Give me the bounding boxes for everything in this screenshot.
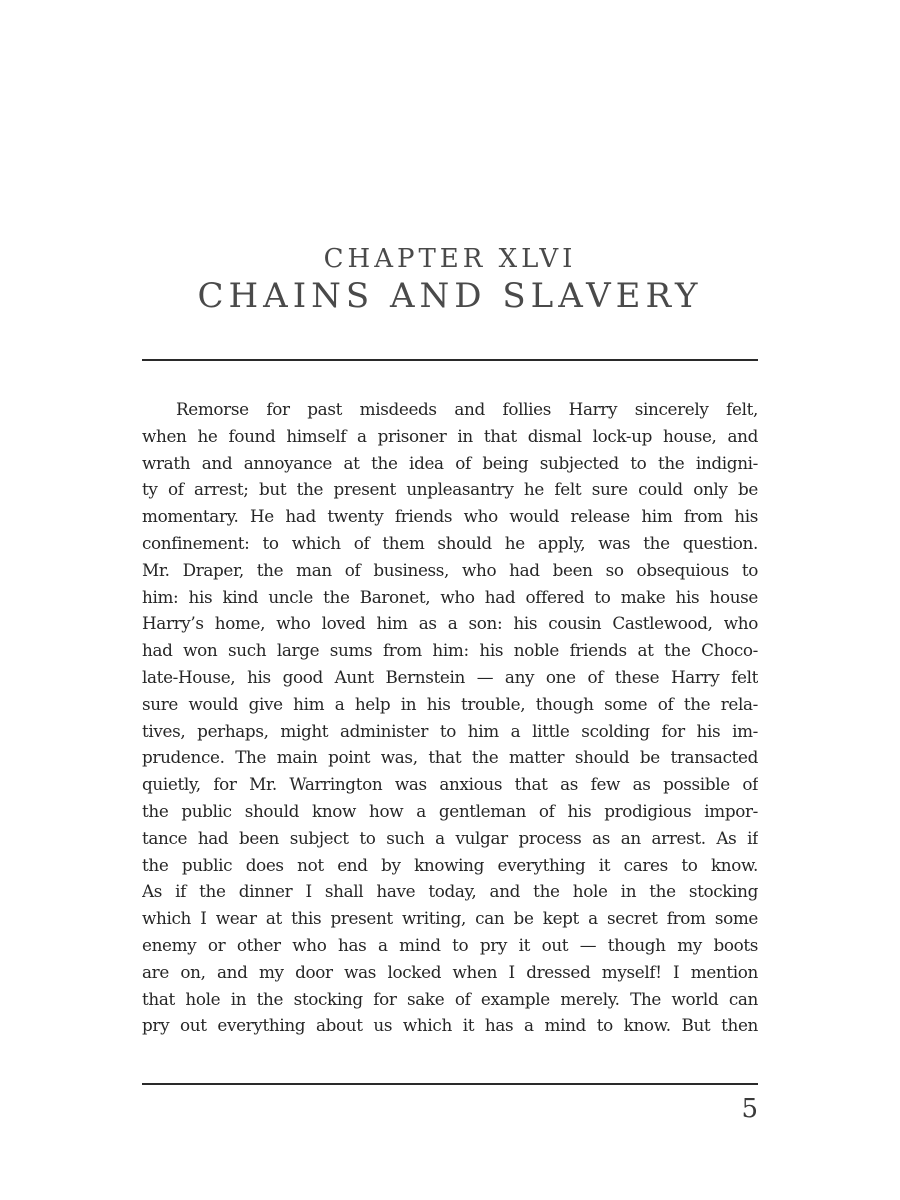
text-line: quietly, for Mr. Warrington was anxious that as few as possible of: [142, 774, 758, 795]
text-line: As if the dinner I shall have today, and the hole in the stocking: [142, 881, 758, 902]
chapter-number: CHAPTER XLVI: [323, 244, 577, 274]
text-line: that hole in the stocking for sake of example merely. The world can: [142, 988, 758, 1009]
text-line: confinement: to which of them should he apply, was the question.: [142, 532, 758, 553]
text-line: prudence. The main point was, that the matter should be transacted: [142, 747, 758, 768]
text-line: tives, perhaps, might administer to him a little scolding for his im-: [142, 720, 758, 741]
text-line: when he found himself a prisoner in that dismal lock-up house, and: [142, 425, 758, 446]
page-number: 5: [741, 1094, 758, 1124]
text-line: Mr. Draper, the man of business, who had been so obsequious to: [142, 559, 758, 580]
text-line: had won such large sums from him: his noble friends at the Choco-: [142, 640, 758, 661]
text-line: wrath and annoyance at the idea of being subjected to the indigni-: [142, 452, 758, 473]
text-line: the public should know how a gentleman of his prodigious impor-: [142, 800, 758, 821]
text-line: him: his kind uncle the Baronet, who had offered to make his house: [142, 586, 758, 607]
text-line: ty of arrest; but the present unpleasantry he felt sure could only be: [142, 479, 758, 500]
text-line: are on, and my door was locked when I dressed myself! I mention: [142, 961, 758, 982]
text-line: which I wear at this present writing, can be kept a secret from some: [142, 908, 758, 929]
text-line: tance had been subject to such a vulgar process as an arrest. As if: [142, 827, 758, 848]
text-line: enemy or other who has a mind to pry it out — though my boots: [142, 934, 758, 955]
text-line: the public does not end by knowing everything it cares to know.: [142, 854, 758, 875]
chapter-title: CHAINS AND SLAVERY: [197, 276, 703, 316]
body-text: [142, 396, 758, 1039]
top-divider: [142, 359, 758, 361]
text-line: Remorse for past misdeeds and follies Harry sincerely felt,: [176, 399, 758, 419]
bottom-divider: [142, 1083, 758, 1085]
text-line: pry out everything about us which it has a mind to know. But then: [142, 1015, 758, 1036]
text-line: sure would give him a help in his trouble, though some of the rela-: [142, 693, 758, 714]
text-line: late-House, his good Aunt Bernstein — any one of these Harry felt: [142, 666, 758, 687]
text-line: momentary. He had twenty friends who would release him from his: [142, 506, 758, 527]
text-line: Harry’s home, who loved him as a son: his cousin Castlewood, who: [142, 613, 758, 634]
